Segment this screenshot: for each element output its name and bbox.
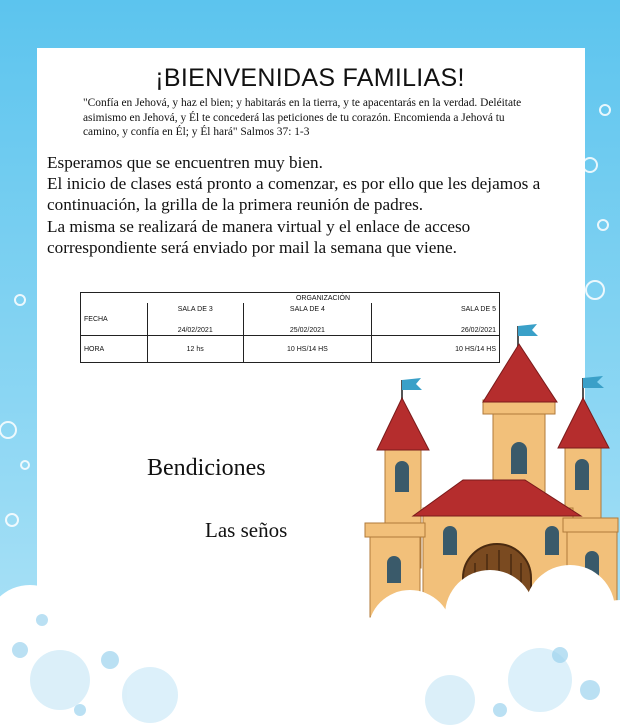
sala-4-hora: 10 HS/14 HS — [243, 336, 371, 363]
table-header: ORGANIZACIÓN — [147, 293, 500, 304]
clouds-decoration — [0, 560, 620, 728]
sala-4-name: SALA DE 4 — [289, 306, 325, 313]
page-title: ¡BIENVENIDAS FAMILIAS! — [155, 64, 465, 92]
sala-3-hora: 12 hs — [147, 336, 243, 363]
bible-verse: "Confía en Jehová, y haz el bien; y habitarás en la tierra, y te apacentarás en la verdad. Deléitate asimismo en Jehová, y Él te concederá las peticiones de tu corazón. Encomienda a Jehová tu camino, y confía en Él; y Él hará" Salmos 37: 1-3 — [83, 97, 522, 139]
sala-3-fecha: 24/02/2021 — [177, 327, 213, 334]
message-line-1: Esperamos que se encuentren muy bien. — [47, 153, 323, 172]
closing-bendiciones: Bendiciones — [147, 455, 266, 481]
table-corner — [81, 293, 148, 304]
fecha-label: FECHA — [81, 303, 148, 336]
sala-4-fecha: 25/02/2021 — [289, 327, 325, 334]
sala-3-name: SALA DE 3 — [177, 306, 213, 313]
message-line-2: El inicio de clases está pronto a comenzar, es por ello que les dejamos a continuación, la grilla de la primera reunión de padres. — [47, 174, 541, 215]
cell-sala-4 — [243, 303, 371, 336]
cell-sala-3 — [147, 303, 243, 336]
sala-5-hora: 10 HS/14 HS — [371, 336, 499, 363]
closing-signature: Las seños — [205, 518, 288, 542]
sala-5-name: SALA DE 5 — [460, 306, 496, 313]
message-line-3: La misma se realizará de manera virtual y el enlace de acceso correspondiente será enviado por mail la semana que viene. — [47, 216, 471, 257]
sala-5-fecha: 26/02/2021 — [460, 327, 496, 334]
message-body — [47, 152, 567, 258]
hora-label: HORA — [81, 336, 148, 363]
